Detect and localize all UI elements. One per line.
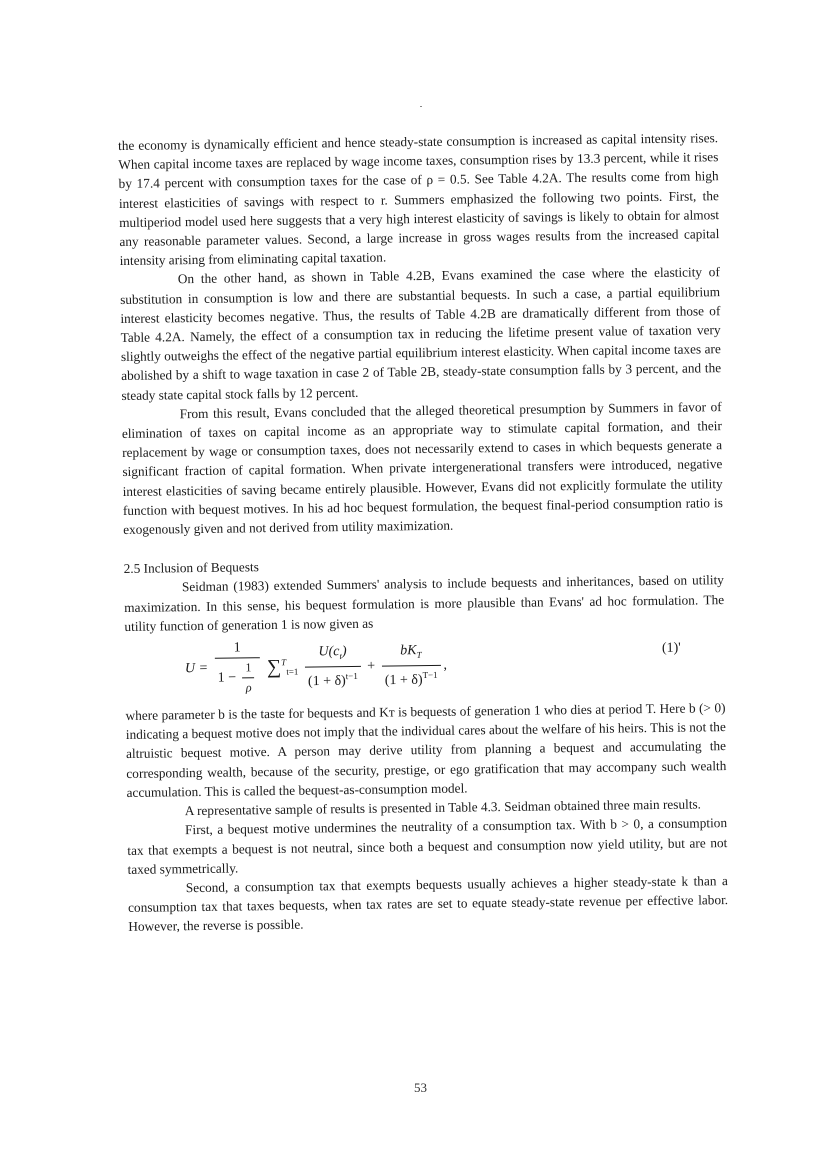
eq-frac-3: $\frac{bK_T}{(1 + \delta)^{T-1}}$ — [381, 641, 441, 691]
paragraph-results-intro: A representative sample of results is presented in Table 4.3. Seidman obtained three main results. — [184, 796, 702, 819]
utility-equation: U = 1 1 − $\frac{1}{\rho}$ ∑$^T_{t=1}$ $\frac{U(c_t)}{(1 + \delta)^{t-1}}$ + $\frac{bK_T}{(1 + \delta)^{T-1}}$ , (1)' — [125, 630, 726, 704]
paragraph-result-second: Second, a consumption tax that exempts bequests usually achieves a higher steady-state k than a consumption tax that taxes bequests, when tax rates are set to equate steady-state revenue per effective labor. However, the reverse is possible. — [128, 872, 729, 935]
eq-frac-2: $\frac{U(c_t)}{(1 + \delta)^{t-1}}$ — [304, 642, 361, 692]
equation-number: (1)' — [661, 640, 681, 657]
page-number: 53 — [414, 1080, 427, 1095]
scan-speck — [420, 106, 422, 107]
paragraph-bequest-def: where parameter b is the taste for bequests and Kᴛ is bequests of generation 1 who dies at period T. Here b (> 0) indicating a bequest motive does not imply that the individual cares about the welfare of his heirs. This is not the altruistic bequest motive. A person may derive utility from planning a bequest and accumulating the corresponding wealth, because of the security, prestige, or ego gratification that may accompany such wealth accumulation. This is called the bequest-as-consumption model. — [125, 700, 727, 800]
paragraph-result-first: First, a bequest motive undermines the neutrality of a consumption tax. With b > 0, a consumption tax that exempts a bequest is not neutral, since both a bequest and consumption now yield utility, but are not taxed symmetrically. — [127, 815, 728, 877]
section-heading: 2.5 Inclusion of Bequests — [123, 559, 259, 577]
eq-frac-1: 1 1 − $\frac{1}{\rho}$ — [214, 638, 261, 698]
paragraph-3: From this result, Evans concluded that the alleged theoretical presumption by Summers in favor of elimination of taxes on capital income as an appropriate way to stimulate capital formation, and their replacement by wage or consumption taxes, does not necessarily extend to cases in which bequests generate a significant fraction of capital formation. When private intergenerational transfers were introduced, negative interest elasticities of saving became entirely plausible. However, Evans did not explicitly formulate the utility function with bequest motives. In his ad hoc bequest formulation, the bequest final-period consumption ratio is exogenously given and not derived from utility maximization. — [121, 398, 723, 538]
page-body — [118, 128, 728, 936]
eq-sum-symbol: ∑ — [266, 656, 282, 679]
paragraph-1: the economy is dynamically efficient and hence steady-state consumption is increased as capital intensity rises. When capital income taxes are replaced by wage income taxes, consumption rises by 13.3 percent, while it rises by 17.4 percent with consumption taxes for the case of ρ = 0.5. See Table 4.2A. The results come from high interest elasticities of savings with respect to r. Summers emphasized the following two points. First, the multiperiod model used here suggests that a very high interest elasticity of savings is likely to obtain for almost any reasonable parameter values. Second, a large increase in gross wages results from the increased capital intensity arising from eliminating capital taxation. — [118, 130, 720, 269]
paragraph-2: On the other hand, as shown in Table 4.2B, Evans examined the case where the elasticity of substitution in consumption is low and there are substantial bequests. In such a case, a partial equilibrium interest elasticity becomes negative. Thus, the results of Table 4.2B are dramatically different from those of Table 4.2A. Namely, the effect of a consumption tax in reducing the lifetime present value of taxation very slightly outweighs the effect of the negative partial equilibrium interest elasticity. When capital income taxes are abolished by a shift to wage taxation in case 2 of Table 2B, steady-state consumption falls by 3 percent, and the steady state capital stock falls by 12 percent. — [120, 264, 722, 403]
eq-lhs: U = — [184, 660, 209, 677]
eq-plus: + — [367, 658, 376, 674]
paragraph-section-intro: Seidman (1983) extended Summers' analysis to include bequests and inheritances, based on utility maximization. In this sense, his bequest formulation is more plausible than Evans' ad hoc formulation. The utility function of generation 1 is now given as — [124, 572, 725, 634]
